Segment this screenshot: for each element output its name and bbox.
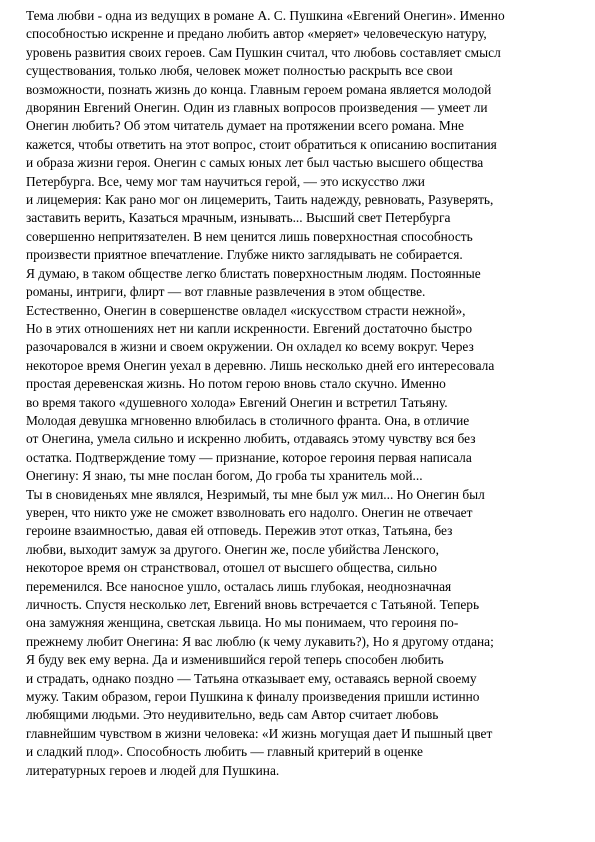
text-line: Но в этих отношениях нет ни капли искренности. Евгений достаточно быстро [26,320,473,336]
text-line: простая деревенская жизнь. Но потом герою вновь стало скучно. Именно [26,376,446,392]
text-line: прежнему любит Онегина: Я вас люблю (к чему лукавить?), Но я другому отдана; [26,633,494,649]
text-line: Онегину: Я знаю, ты мне послан богом, До гроба ты хранитель мой... [26,468,423,484]
text-line: произвести приятное впечатление. Глубже никто заглядывать не собирается. [26,247,463,263]
text-line: уровень развития своих героев. Сам Пушкин считал, что любовь составляет смысл [26,44,501,60]
text-line: заставить верить, Казаться мрачным, изнывать... Высший свет Петербурга [26,210,451,226]
text-line: Молодая девушка мгновенно влюбилась в столичного франта. Она, в отличие [26,412,470,428]
text-line: Петербурга. Все, чему мог там научиться герой, — это искусство лжи [26,173,425,189]
text-line: возможности, познать жизнь до конца. Главным героем романа является молодой [26,81,492,97]
text-line: главнейшим чувством в жизни человека: «И жизнь могущая дает И пышный цвет [26,725,493,741]
text-line: личность. Спустя несколько лет, Евгений вновь встречается с Татьяной. Теперь [26,597,480,612]
text-line: и образа жизни героя. Онегин с самых юных лет был частью высшего общества [26,155,484,171]
text-line: героине взаимностью, давая ей отповедь. Пережив этот отказ, Татьяна, без [26,523,453,539]
text-line: во время такого «душевного холода» Евгений Онегин и встретил Татьяну. [26,394,448,410]
text-line: Онегин любить? Об этом читатель думает на протяжении всего романа. Мне [26,118,464,134]
text-line: уверен, что никто уже не сможет взволновать его надолго. Онегин не отвечает [26,504,473,520]
text-line: остатка. Подтверждение тому — признание, которое героиня первая написала [26,449,472,465]
text-line: она замужняя женщина, светская львица. Но мы понимаем, что героиня по- [26,615,459,631]
text-line: Естественно, Онегин в совершенстве овладел «искусством страсти нежной», [26,302,466,318]
text-line: дворянин Евгений Онегин. Один из главных вопросов произведения — умеет ли [26,100,488,116]
text-line: и страдать, однако поздно — Татьяна отказывает ему, оставаясь верной своему [26,670,477,686]
text-line: способностью искренне и предано любить автор «меряет» человеческую натуру, [26,26,487,42]
text-line: романы, интриги, флирт — вот главные развлечения в этом обществе. [26,284,426,300]
text-line: Я думаю, в таком обществе легко блистать поверхностным людям. Постоянные [26,265,481,281]
text-line: от Онегина, умела сильно и искренно любить, отдаваясь этому чувству вся без [26,431,476,447]
text-line: некоторое время он странствовал, отошел от высшего общества, сильно [26,560,437,576]
text-line: любви, выходит замуж за другого. Онегин же, после убийства Ленского, [26,541,439,557]
text-line: и лицемерия: Как рано мог он лицемерить, Таить надежду, ревновать, Разуверять, [26,192,494,208]
text-line: переменился. Все наносное ушло, осталась лишь глубокая, неоднозначная [26,578,452,594]
text-line: Ты в сновиденьях мне являлся, Незримый, ты мне был уж мил... Но Онегин был [26,486,485,502]
text-line: совершенно непритязателен. В нем ценится лишь поверхностная способность [26,228,473,244]
essay-text [26,7,574,780]
text-line: и сладкий плод». Способность любить — главный критерий в оценке [26,744,423,760]
text-line: некоторое время Онегин уехал в деревню. Лишь несколько дней его интересовала [26,357,495,373]
text-line: существования, только любя, человек может полностью раскрыть все свои [26,63,453,79]
text-line: кажется, чтобы ответить на этот вопрос, стоит обратиться к описанию воспитания [26,136,497,152]
text-line: разочаровался в жизни и своем окружении. Он охладел ко всему вокруг. Через [26,339,474,355]
text-line: Тема любви - одна из ведущих в романе А. С. Пушкина «Евгений Онегин». Именно [26,8,505,23]
text-line: мужу. Таким образом, герои Пушкина к финалу произведения пришли истинно [26,689,480,705]
text-line: любящими людьми. Это неудивительно, ведь сам Автор считает любовь [26,707,439,723]
text-line: Я буду век ему верна. Да и изменившийся герой теперь способен любить [26,652,444,668]
text-line: литературных героев и людей для Пушкина. [26,762,280,778]
